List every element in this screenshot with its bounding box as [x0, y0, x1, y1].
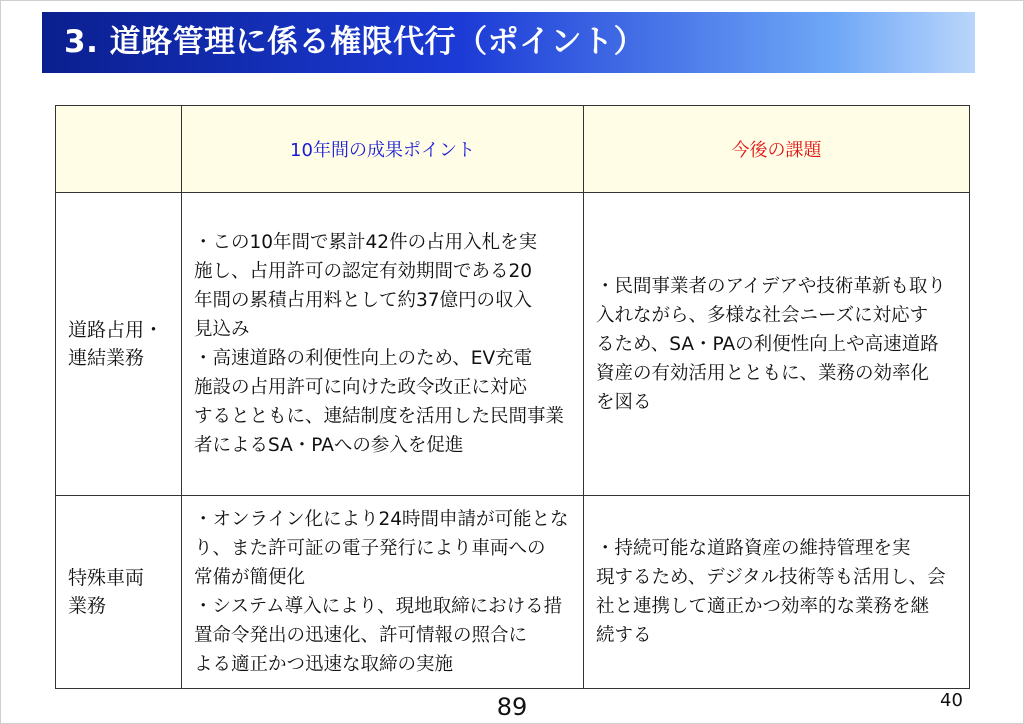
title-bar: [42, 12, 975, 73]
results-line: 常備が簡便化: [194, 567, 306, 588]
header-results: 10年間の成果ポイント: [182, 106, 584, 193]
comparison-table: [55, 105, 970, 689]
issues-line: 現するため、デジタル技術等も活用し、会: [596, 567, 946, 588]
header-empty-cell: [56, 106, 182, 193]
results-line: 置命令発出の迅速化、許可情報の照合に: [194, 625, 528, 646]
results-cell-special-vehicles: [182, 496, 584, 689]
table-row: [56, 193, 970, 496]
slide-title: 3. 道路管理に係る権限代行（ポイント）: [64, 24, 646, 60]
row-label-line: 特殊車両: [68, 567, 145, 589]
results-cell-road-occupancy: [182, 193, 584, 496]
issues-line: 社と連携して適正かつ効率的な業務を継: [596, 596, 930, 617]
row-label-line: 道路占用・: [68, 319, 164, 341]
results-line: 年間の累積占用料として約37億円の収入: [194, 290, 533, 311]
results-line: ・この10年間で累計42件の占用入札を実: [194, 232, 538, 253]
results-line: 見込み: [194, 319, 250, 340]
results-line: ・オンライン化により24時間申請が可能とな: [194, 509, 569, 530]
results-line: ・システム導入により、現地取締における措: [194, 596, 563, 617]
row-label-line: 業務: [68, 595, 107, 617]
results-line: するとともに、連結制度を活用した民間事業: [194, 406, 565, 427]
row-label-line: 連結業務: [68, 347, 145, 369]
issues-cell-special-vehicles: [584, 496, 970, 689]
issues-line: 資産の有効活用とともに、業務の効率化: [596, 362, 930, 384]
table-row: [56, 496, 970, 689]
table-header-row: [56, 106, 970, 193]
row-label-road-occupancy: [56, 193, 182, 496]
issues-line: 入れながら、多様な社会ニーズに対応す: [596, 304, 929, 326]
page-number-right: 40: [940, 690, 963, 711]
header-issues: 今後の課題: [584, 106, 970, 193]
issues-line: ・持続可能な道路資産の維持管理を実: [596, 538, 911, 559]
results-line: 施し、占用許可の認定有効期間である20: [194, 261, 533, 282]
results-line: り、また許可証の電子発行により車両への: [194, 538, 546, 559]
results-line: ・高速道路の利便性向上のため、EV充電: [194, 348, 533, 369]
results-line: 者によるSA・PAへの参入を促進: [194, 435, 464, 456]
issues-line: ・民間事業者のアイデアや技術革新も取り: [596, 275, 946, 297]
issues-line: を図る: [596, 391, 652, 413]
issues-line: るため、SA・PAの利便性向上や高速道路: [596, 333, 939, 355]
results-line: よる適正かつ迅速な取締の実施: [194, 654, 454, 675]
results-line: 施設の占用許可に向けた政令改正に対応: [194, 377, 528, 398]
issues-line: 続する: [596, 625, 652, 646]
row-label-special-vehicles: [56, 496, 182, 689]
page-number-center: 89: [496, 693, 528, 721]
issues-cell-road-occupancy: [584, 193, 970, 496]
